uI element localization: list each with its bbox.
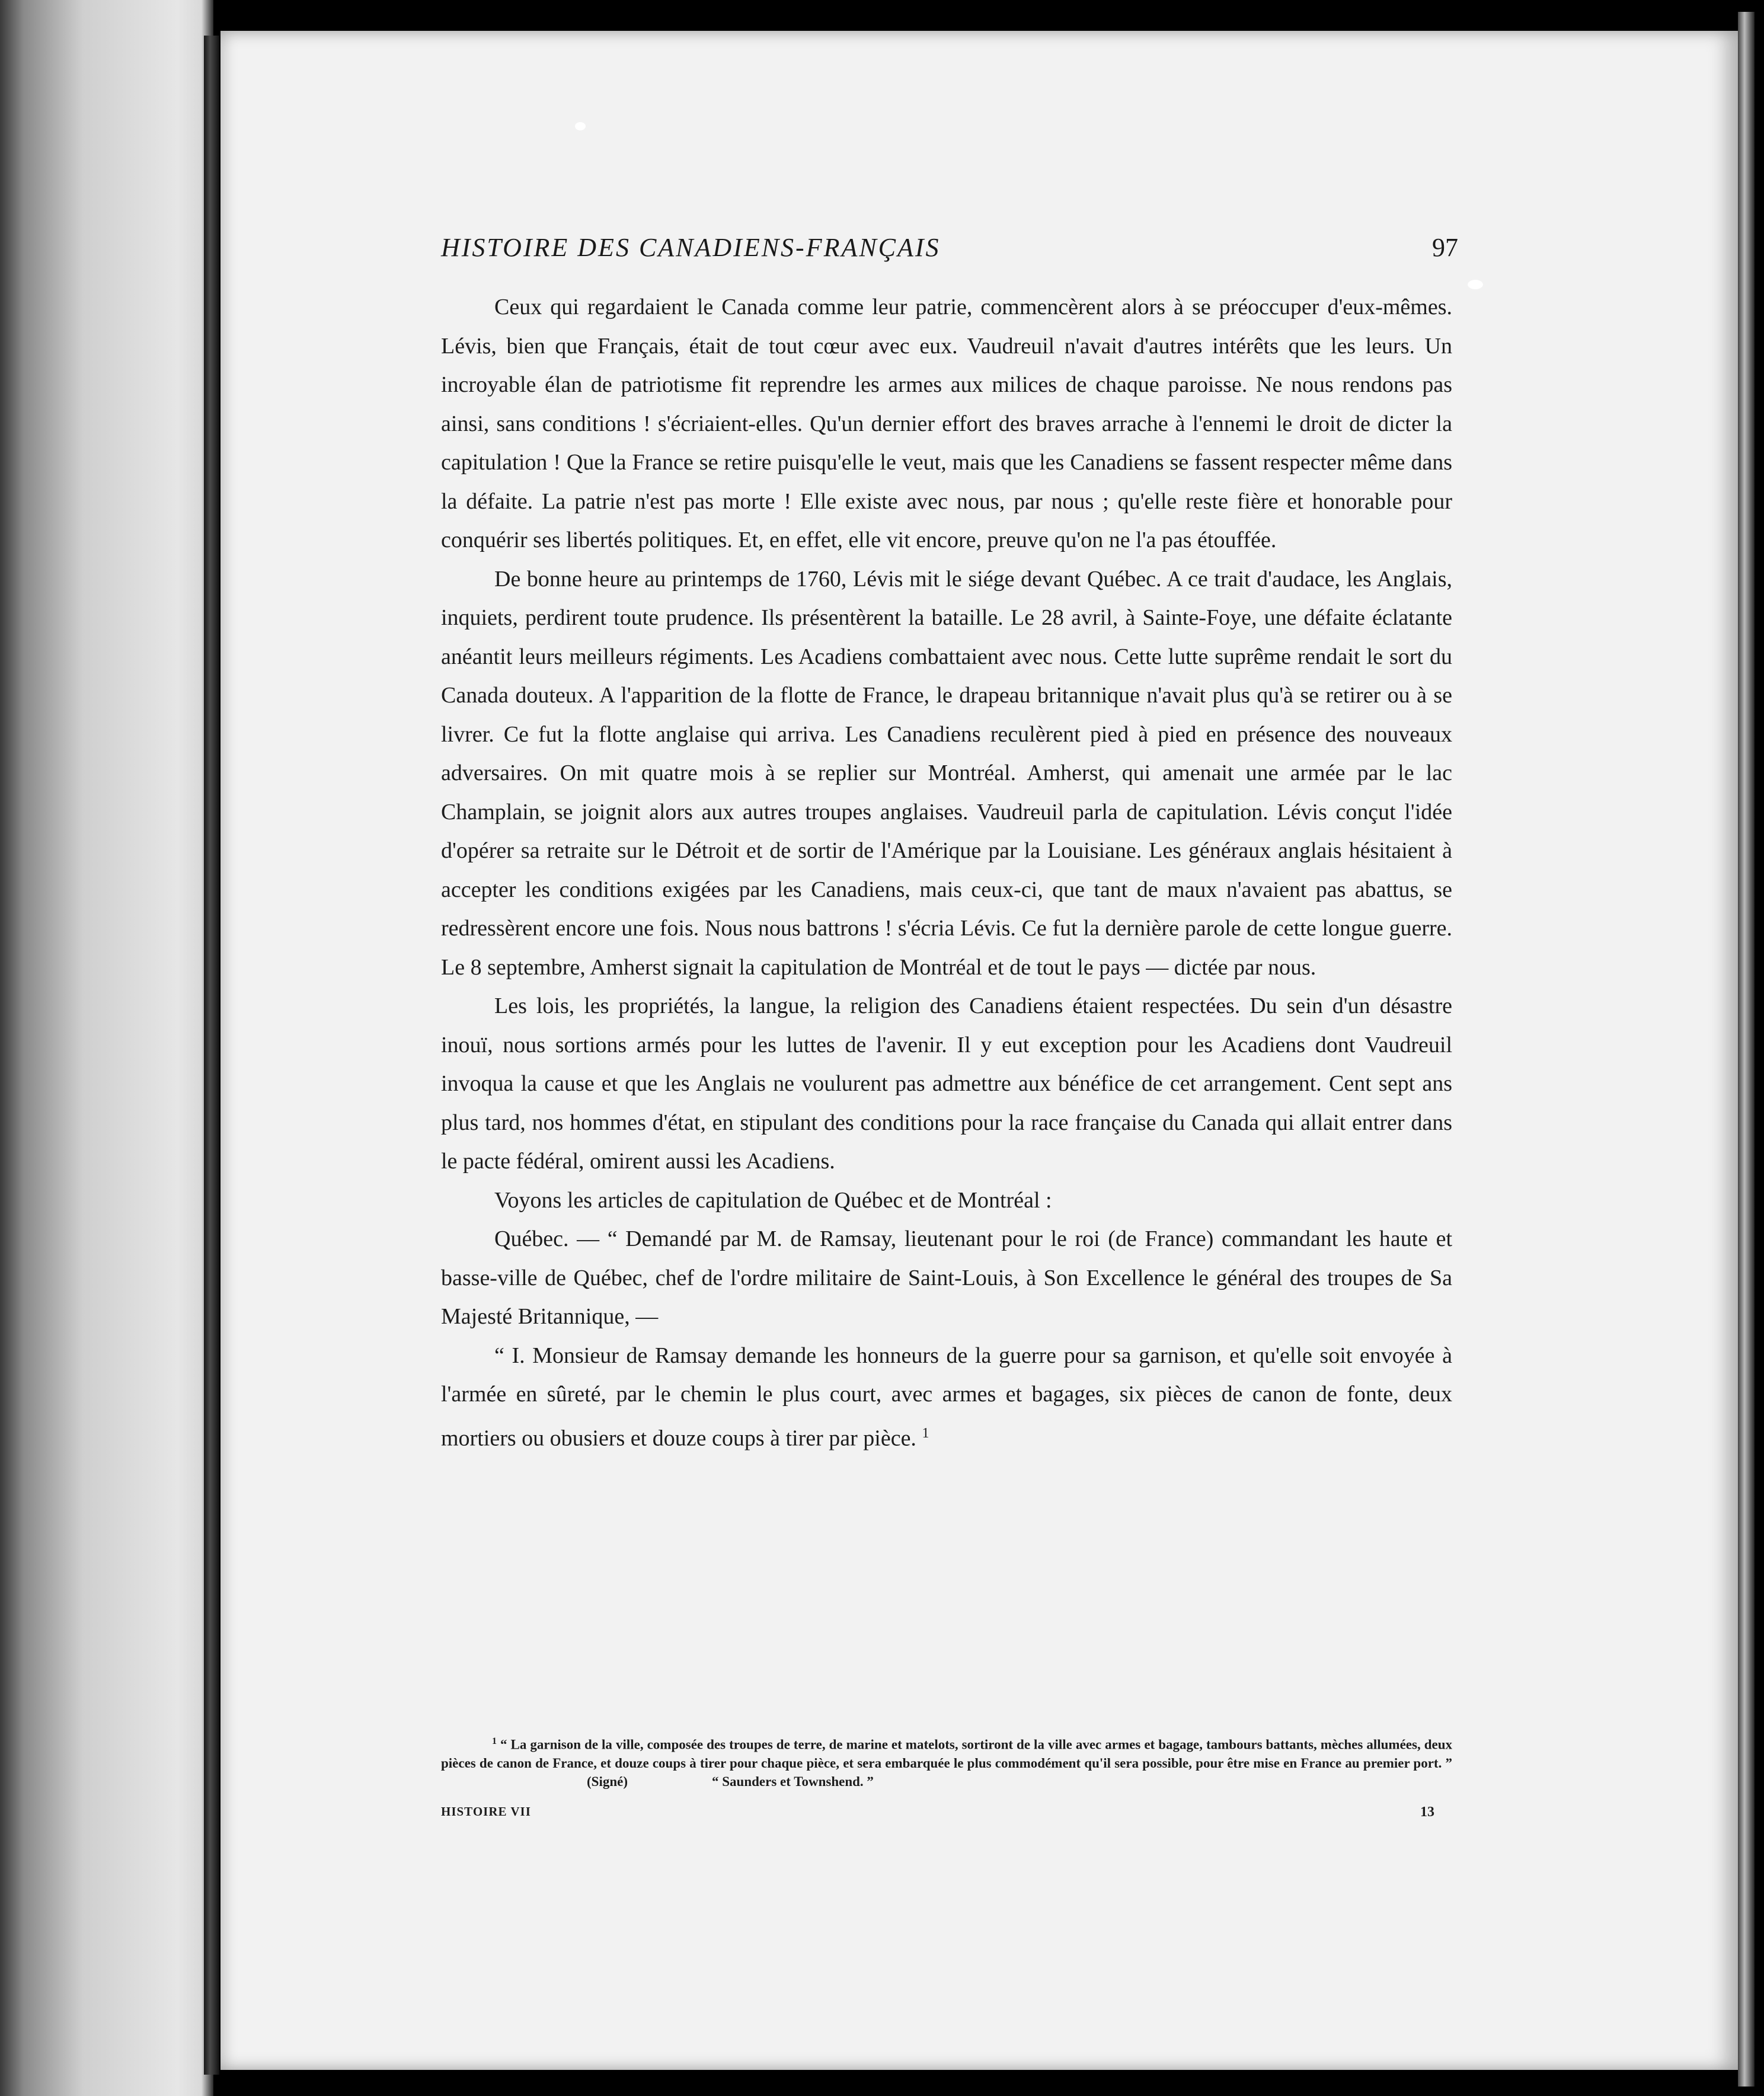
page-number: 97 bbox=[1432, 233, 1458, 262]
signature-mark: HISTOIRE VII bbox=[441, 1804, 531, 1819]
gutter-shadow bbox=[204, 36, 219, 2075]
footnote-paragraph bbox=[441, 1732, 1452, 1791]
book-binding bbox=[0, 0, 213, 2096]
page-edge bbox=[1738, 12, 1755, 2087]
scan-speck bbox=[575, 122, 586, 130]
scan-speck bbox=[1468, 280, 1483, 289]
paragraph-text: “ I. Monsieur de Ramsay demande les honneurs de la guerre pour sa garnison, et qu'elle soit envoyée à l'armée en sûreté, par le chemin le plus court, avec armes et bagages, six pièces de canon de fonte, deux mortiers ou obusiers et douze coups à tirer par pièce. bbox=[441, 1343, 1452, 1451]
footnote-text: “ La garnison de la ville, composée des troupes de terre, de marine et matelots, sortiront de la ville avec armes et bagage, tambours battants, mèches allumées, deux pièces de canon de France, et douze coups à tirer pour chaque pièce, et sera embarquée le plus commodément qu'il sera possible, pour être mise en France au premier port. ” bbox=[441, 1737, 1452, 1771]
footnote-reference: 1 bbox=[922, 1425, 929, 1441]
paragraph: De bonne heure au printemps de 1760, Lévis mit le siége devant Québec. A ce trait d'audace, les Anglais, inquiets, perdirent toute prudence. Ils présentèrent la bataille. Le 28 avril, à Sainte-Foye, une défaite éclatante anéantit leurs meilleurs régiments. Les Acadiens combattaient avec nous. Cette lutte suprême rendait le sort du Canada douteux. A l'apparition de la flotte de France, le drapeau britannique n'avait plus qu'à se retirer ou à se livrer. Ce fut la flotte anglaise qui arriva. Les Canadiens reculèrent pied à pied en présence des nouveaux adversaires. On mit quatre mois à se replier sur Montréal. Amherst, qui amenait une armée par le lac Champlain, se joignit alors aux autres troupes anglaises. Vaudreuil parla de capitulation. Lévis conçut l'idée d'opérer sa retraite sur le Détroit et de sortir de l'Amérique par la Louisiane. Les généraux anglais hésitaient à accepter les conditions exigées par les Canadiens, mais ceux-ci, que tant de maux n'avaient pas abattus, se redressèrent encore une fois. Nous nous battrons ! s'écria Lévis. Ce fut la dernière parole de cette longue guerre. Le 8 septembre, Amherst signait la capitulation de Montréal et de tout le pays — dictée par nous. bbox=[441, 566, 1452, 980]
footnote-signed: (Signé) bbox=[587, 1774, 628, 1789]
footnote-marker: 1 bbox=[492, 1736, 497, 1746]
signature-number: 13 bbox=[1420, 1804, 1434, 1820]
paragraph: Les lois, les propriétés, la langue, la religion des Canadiens étaient respectées. Du sein d'un désastre inouï, nous sortions armés pour les luttes de l'avenir. Il y eut exception pour les Acadiens dont Vaudreuil invoqua la cause et que les Anglais ne voulurent pas admettre aux bénéfice de cet arrangement. Cent sept ans plus tard, nos hommes d'état, en stipulant des conditions pour la race française du Canada qui allait entrer dans le pacte fédéral, omirent aussi les Acadiens. bbox=[441, 993, 1452, 1174]
paragraph: Voyons les articles de capitulation de Québec et de Montréal : bbox=[494, 1187, 1052, 1213]
footnote-signatories: “ Saunders et Townshend. ” bbox=[712, 1774, 874, 1789]
running-head-title: HISTOIRE DES CANADIENS-FRANÇAIS bbox=[441, 233, 941, 262]
paragraph bbox=[441, 1337, 1452, 1458]
paragraph: Ceux qui regardaient le Canada comme leur patrie, commencèrent alors à se préoccuper d'eux-mêmes. Lévis, bien que Français, était de tout cœur avec eux. Vaudreuil n'avait d'autres intérêts que les leurs. Un incroyable élan de patriotisme fit reprendre les armes aux milices de chaque paroisse. Ne nous rendons pas ainsi, sans conditions ! s'écriaient-elles. Qu'un dernier effort des braves arrache à l'ennemi le droit de dicter la capitulation ! Que la France se retire puisqu'elle le veut, mais que les Canadiens se fassent respecter même dans la défaite. La patrie n'est pas morte ! Elle existe avec nous, par nous ; qu'elle reste fière et honorable pour conquérir ses libertés politiques. Et, en effet, elle vit encore, preuve qu'on ne l'a pas étouffée. bbox=[441, 295, 1452, 552]
paragraph: Québec. — “ Demandé par M. de Ramsay, lieutenant pour le roi (de France) commandant les haute et basse-ville de Québec, chef de l'ordre militaire de Saint-Louis, à Son Excellence le général des troupes de Sa Majesté Britannique, — bbox=[441, 1226, 1452, 1329]
body-text bbox=[441, 288, 1452, 1458]
footnote bbox=[441, 1732, 1452, 1791]
